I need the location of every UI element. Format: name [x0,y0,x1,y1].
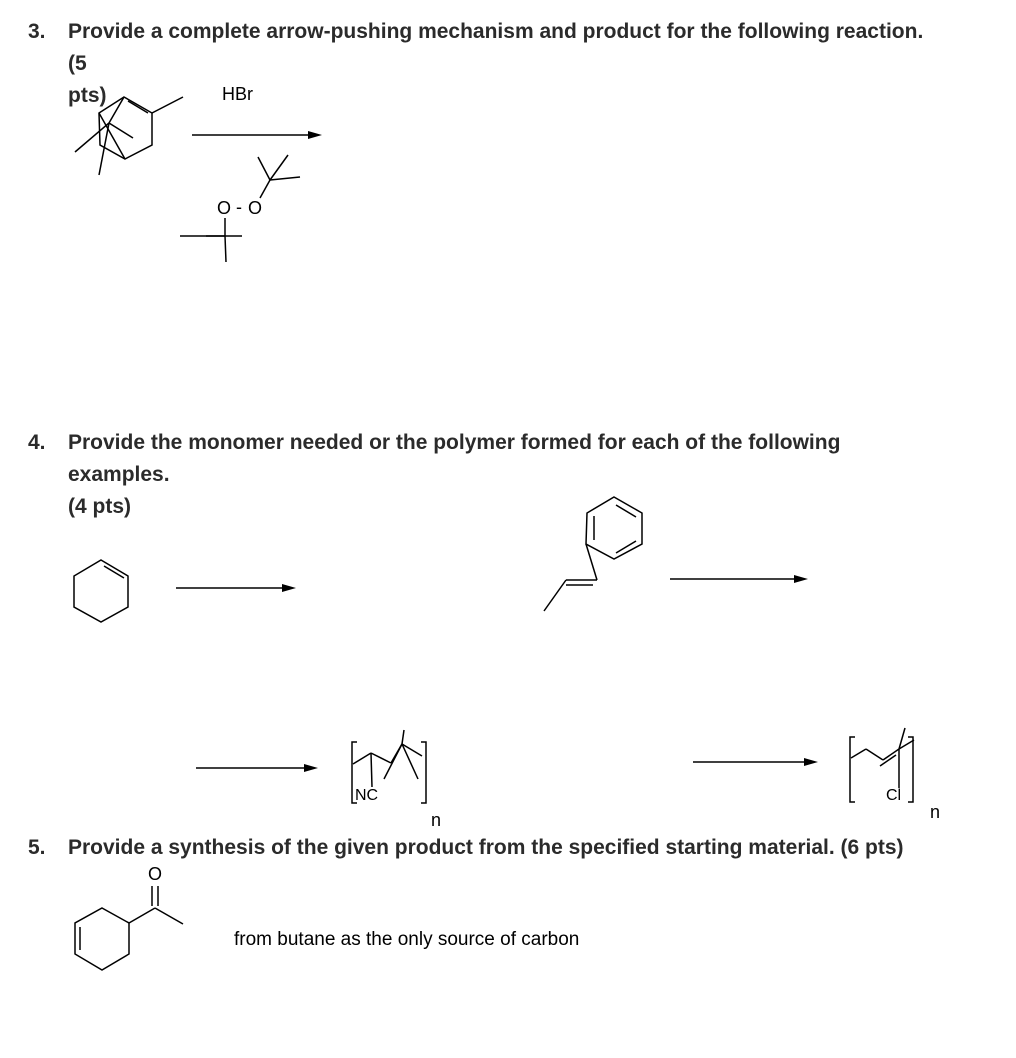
peroxide-oxygen-2: O [248,198,263,218]
propenylbenzene-structure [544,497,642,611]
cyclohexene-structure [74,560,128,622]
question-text-line1: Provide a complete arrow-pushing mechanism and product for the following reaction. [68,20,924,43]
carbonyl-oxygen: O [148,864,163,884]
chloro-label: Cl [886,787,902,804]
question-text-line1: Provide the monomer needed or the polymer formed for each of the following [68,431,841,454]
question-number: 3. [28,20,46,43]
nitrile-polymer-structure [352,730,426,803]
reaction-arrow [176,584,296,592]
polymer-repeat-n: n [431,810,442,830]
question-text-line2: (5 pts) [68,52,107,107]
question-number: 5. [28,836,46,859]
polymer-repeat-n: n [930,802,941,822]
reaction-arrow [196,764,318,772]
question-text-line1: Provide a synthesis of the given product from the specified starting material. (6 pts) [68,836,904,859]
synthesis-note: from butane as the only source of carbon [234,929,580,950]
peroxide-structure [180,155,300,262]
target-ketone-structure [75,886,183,970]
peroxide-bond: - [236,197,242,217]
reaction-arrow [192,131,322,139]
bicyclic-alkene-structure [75,97,183,175]
reagent-hbr: HBr [222,84,253,104]
peroxide-oxygen-1: O [217,198,232,218]
reaction-arrow [693,758,818,766]
question-text-line2: examples. (4 pts) [68,463,170,518]
question-number: 4. [28,431,46,454]
reaction-arrow [670,575,808,583]
nitrile-label: NC [355,787,379,804]
chloro-polymer-structure [850,728,914,802]
